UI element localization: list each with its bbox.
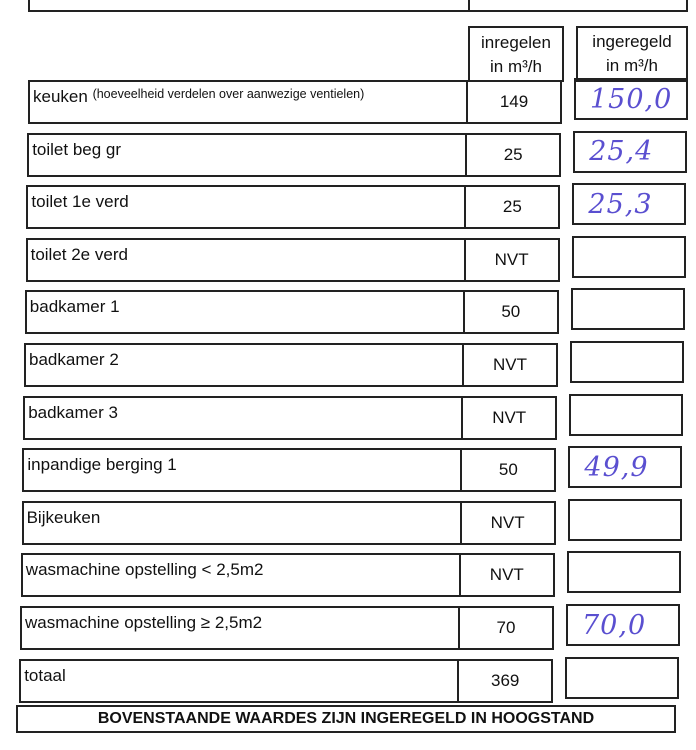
header-inregelen: [468, 26, 564, 82]
room-name: badkamer 1: [29, 297, 120, 317]
inregelen-value: NVT: [462, 343, 558, 387]
table-row: [28, 80, 673, 124]
row-label: [23, 396, 463, 440]
room-note: (hoeveelheid verdelen over aanwezige ventielen): [92, 87, 365, 101]
room-name: toilet beg gr: [32, 139, 122, 159]
ingeregeld-field[interactable]: 150,0: [574, 78, 688, 120]
table-row: [24, 343, 564, 387]
row-label: [26, 238, 466, 282]
row-label: [27, 133, 467, 177]
row-label: [19, 659, 459, 703]
table-row: [21, 553, 561, 597]
ingeregeld-field[interactable]: [572, 236, 686, 278]
header-ingeregeld-line1: ingeregeld: [592, 32, 672, 51]
inregelen-value: 149: [466, 80, 562, 124]
inregelen-value: NVT: [460, 501, 556, 545]
room-name: toilet 2e verd: [30, 244, 128, 264]
header-inregelen-line1: inregelen: [481, 33, 551, 52]
room-name: toilet 1e verd: [31, 192, 129, 212]
row-label: [25, 290, 465, 334]
table-row: [25, 290, 565, 334]
inregelen-value: 70: [458, 606, 554, 650]
inregelen-value: 50: [460, 448, 556, 492]
ingeregeld-field[interactable]: [570, 341, 684, 383]
inregelen-value: NVT: [464, 238, 560, 282]
room-name: keuken: [33, 87, 88, 106]
row-label: [21, 553, 461, 597]
row-label: [28, 80, 468, 124]
inregelen-value: 369: [457, 659, 553, 703]
row-label: [26, 185, 466, 229]
table-row: [26, 185, 653, 229]
header-ingeregeld-line2: in m³/h: [606, 56, 658, 75]
room-name: badkamer 2: [29, 350, 119, 369]
ingeregeld-field[interactable]: [571, 288, 685, 330]
inregelen-value: 25: [464, 185, 560, 229]
room-name: Bijkeuken: [26, 507, 101, 527]
room-name: badkamer 3: [28, 402, 118, 422]
row-label: [22, 501, 462, 545]
header-ingeregeld: [576, 26, 688, 82]
column-divider: [468, 0, 470, 10]
ingeregeld-field[interactable]: [567, 551, 681, 593]
table-row: [19, 659, 559, 703]
row-label: [24, 343, 464, 387]
previous-table-fragment: [28, 0, 688, 12]
room-name: totaal: [24, 665, 66, 685]
table-row: [22, 501, 562, 545]
row-label: [22, 448, 462, 492]
ingeregeld-field[interactable]: 70,0: [566, 604, 680, 646]
ingeregeld-field[interactable]: [568, 499, 682, 541]
table-row: [20, 606, 647, 650]
ingeregeld-field[interactable]: 25,4: [573, 131, 687, 173]
inregelen-value: NVT: [459, 553, 555, 597]
inregelen-value: 25: [465, 133, 561, 177]
row-label: [20, 606, 460, 650]
footer-note: BOVENSTAANDE WAARDES ZIJN INGEREGELD IN HOOGSTAND: [16, 705, 676, 733]
inregelen-value: NVT: [461, 396, 557, 440]
table-row: [22, 448, 649, 492]
table-row: [23, 396, 563, 440]
table-row: [27, 133, 654, 177]
room-name: wasmachine opstelling ≥ 2,5m2: [25, 613, 263, 632]
ingeregeld-field[interactable]: [569, 394, 683, 436]
ingeregeld-field[interactable]: 49,9: [568, 446, 682, 488]
inregelen-value: 50: [463, 290, 559, 334]
ingeregeld-field[interactable]: [565, 657, 679, 699]
room-name: inpandige berging 1: [27, 455, 177, 475]
table-row: [26, 238, 566, 282]
room-name: wasmachine opstelling < 2,5m2: [25, 560, 264, 580]
ingeregeld-field[interactable]: 25,3: [572, 183, 686, 225]
header-inregelen-line2: in m³/h: [490, 57, 542, 76]
